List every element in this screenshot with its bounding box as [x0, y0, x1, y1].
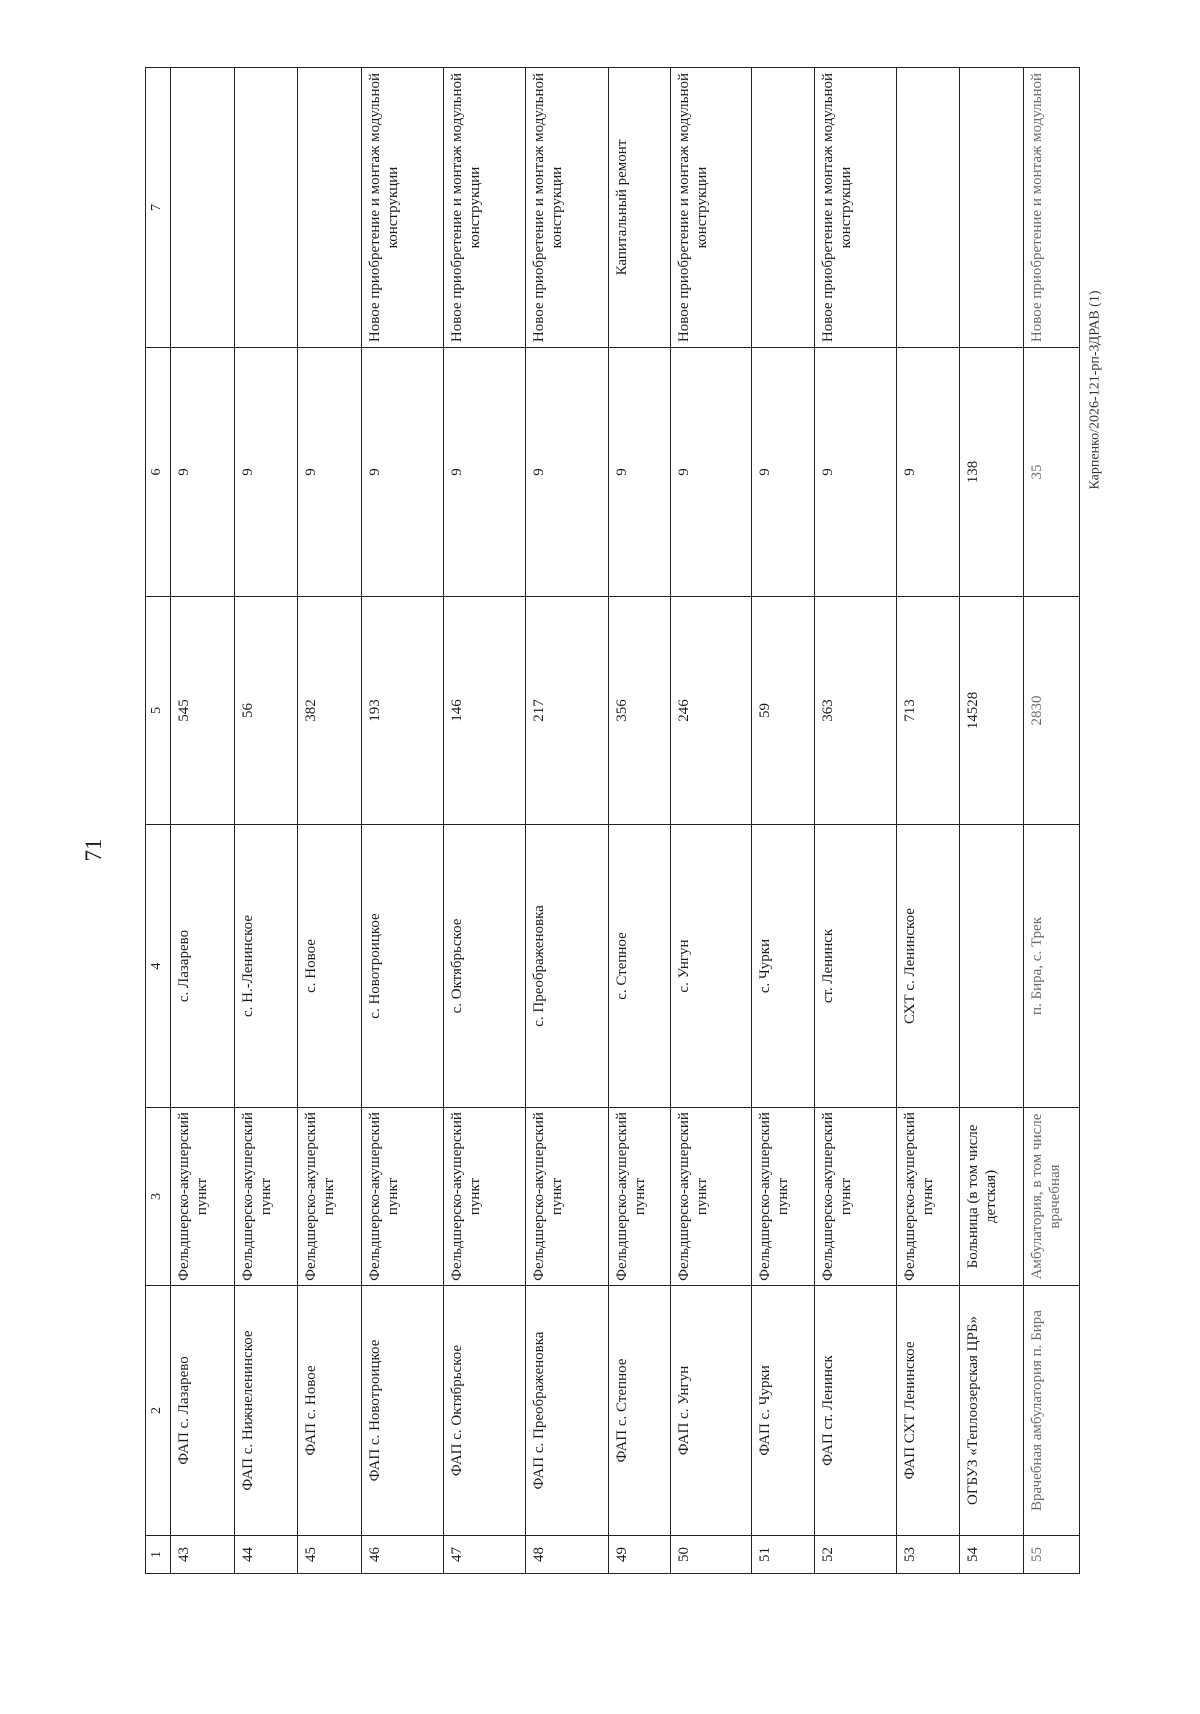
facility-type: Фельдшерско-акушерский пункт	[298, 1108, 361, 1286]
row-number: 51	[752, 1536, 815, 1574]
table-row	[171, 68, 235, 1574]
planned-action: Новое приобретение и монтаж модульной конструкции	[444, 68, 526, 348]
population: 382	[298, 597, 361, 825]
table-row	[670, 68, 752, 1574]
row-number: 49	[608, 1536, 670, 1574]
locality: с. Степное	[608, 825, 670, 1108]
rotated-table-container	[145, 68, 1080, 1574]
planned-action	[171, 68, 235, 348]
facility-name: ФАП с. Новое	[298, 1286, 361, 1536]
distance: 9	[298, 348, 361, 597]
distance: 9	[525, 348, 608, 597]
table-row	[608, 68, 670, 1574]
locality: СХТ с. Ленинское	[897, 825, 960, 1108]
row-number: 44	[235, 1536, 298, 1574]
distance: 9	[897, 348, 960, 597]
facility-type: Фельдшерско-акушерский пункт	[525, 1108, 608, 1286]
planned-action: Новое приобретение и монтаж модульной	[1024, 68, 1080, 348]
locality: с. Октябрьское	[444, 825, 526, 1108]
population: 713	[897, 597, 960, 825]
distance: 9	[670, 348, 752, 597]
population: 59	[752, 597, 815, 825]
planned-action: Капитальный ремонт	[608, 68, 670, 348]
facility-name: Врачебная амбулатория п. Бира	[1024, 1286, 1080, 1536]
population: 545	[171, 597, 235, 825]
distance: 9	[361, 348, 444, 597]
table-row	[815, 68, 897, 1574]
facility-name: ФАП с. Новотроицкое	[361, 1286, 444, 1536]
locality: с. Преображеновка	[525, 825, 608, 1108]
row-number: 45	[298, 1536, 361, 1574]
distance: 9	[444, 348, 526, 597]
planned-action: Новое приобретение и монтаж модульной конструкции	[815, 68, 897, 348]
row-number: 43	[171, 1536, 235, 1574]
planned-action: Новое приобретение и монтаж модульной конструкции	[670, 68, 752, 348]
facility-name: ФАП с. Нижнеленинское	[235, 1286, 298, 1536]
facilities-table	[145, 67, 1080, 1574]
table-row	[444, 68, 526, 1574]
facility-name: ФАП с. Лазарево	[171, 1286, 235, 1536]
planned-action	[897, 68, 960, 348]
planned-action	[298, 68, 361, 348]
facility-type: Фельдшерско-акушерский пункт	[815, 1108, 897, 1286]
facility-type: Фельдшерско-акушерский пункт	[608, 1108, 670, 1286]
facility-name: ФАП с. Чурки	[752, 1286, 815, 1536]
table-row	[897, 68, 960, 1574]
row-number: 52	[815, 1536, 897, 1574]
facility-type: Фельдшерско-акушерский пункт	[752, 1108, 815, 1286]
footer-code-text: Карпенко/2026-121-рп-ЗДРАВ (1)	[1087, 290, 1103, 490]
population: 363	[815, 597, 897, 825]
facility-name: ФАП с. Преображеновка	[525, 1286, 608, 1536]
population: 217	[525, 597, 608, 825]
page-number: 71	[81, 838, 106, 862]
row-number: 46	[361, 1536, 444, 1574]
header-cell: 7	[146, 68, 171, 348]
locality: с. Унгун	[670, 825, 752, 1108]
facility-name: ОГБУЗ «Теплоозерская ЦРБ»	[960, 1286, 1024, 1536]
table-row	[752, 68, 815, 1574]
header-cell: 4	[146, 825, 171, 1108]
facility-name: ФАП СХТ Ленинское	[897, 1286, 960, 1536]
planned-action	[960, 68, 1024, 348]
facility-name: ФАП с. Степное	[608, 1286, 670, 1536]
table-row	[235, 68, 298, 1574]
row-number: 55	[1024, 1536, 1080, 1574]
locality: с. Новотроицкое	[361, 825, 444, 1108]
locality: с. Новое	[298, 825, 361, 1108]
footer-code	[1080, 85, 1110, 695]
row-number: 54	[960, 1536, 1024, 1574]
distance: 9	[171, 348, 235, 597]
planned-action	[235, 68, 298, 348]
facility-name: ФАП с. Октябрьское	[444, 1286, 526, 1536]
table-row	[361, 68, 444, 1574]
population: 2830	[1024, 597, 1080, 825]
header-cell: 2	[146, 1286, 171, 1536]
facility-name: ФАП ст. Ленинск	[815, 1286, 897, 1536]
facility-name: ФАП с. Унгун	[670, 1286, 752, 1536]
planned-action: Новое приобретение и монтаж модульной конструкции	[525, 68, 608, 348]
facility-type: Фельдшерско-акушерский пункт	[897, 1108, 960, 1286]
distance: 138	[960, 348, 1024, 597]
planned-action	[752, 68, 815, 348]
row-number: 47	[444, 1536, 526, 1574]
population: 246	[670, 597, 752, 825]
facility-type: Фельдшерско-акушерский пункт	[171, 1108, 235, 1286]
locality: ст. Ленинск	[815, 825, 897, 1108]
population: 14528	[960, 597, 1024, 825]
facility-type: Фельдшерско-акушерский пункт	[235, 1108, 298, 1286]
facility-type: Больница (в том числе детская)	[960, 1108, 1024, 1286]
locality: с. Чурки	[752, 825, 815, 1108]
row-number: 50	[670, 1536, 752, 1574]
distance: 9	[235, 348, 298, 597]
row-number: 48	[525, 1536, 608, 1574]
population: 356	[608, 597, 670, 825]
header-cell: 3	[146, 1108, 171, 1286]
facility-type: Амбулатория, в том числе врачебная	[1024, 1108, 1080, 1286]
table-row	[525, 68, 608, 1574]
locality	[960, 825, 1024, 1108]
distance: 9	[608, 348, 670, 597]
locality: с. Н.-Ленинское	[235, 825, 298, 1108]
population: 56	[235, 597, 298, 825]
distance: 35	[1024, 348, 1080, 597]
header-cell: 6	[146, 348, 171, 597]
facility-type: Фельдшерско-акушерский пункт	[670, 1108, 752, 1286]
population: 146	[444, 597, 526, 825]
distance: 9	[815, 348, 897, 597]
facility-type: Фельдшерско-акушерский пункт	[361, 1108, 444, 1286]
distance: 9	[752, 348, 815, 597]
population: 193	[361, 597, 444, 825]
table-row	[960, 68, 1024, 1574]
header-row	[146, 68, 171, 1574]
header-cell: 1	[146, 1536, 171, 1574]
facility-type: Фельдшерско-акушерский пункт	[444, 1108, 526, 1286]
planned-action: Новое приобретение и монтаж модульной конструкции	[361, 68, 444, 348]
header-cell: 5	[146, 597, 171, 825]
locality: п. Бира, с. Трек	[1024, 825, 1080, 1108]
table-row	[298, 68, 361, 1574]
table-row	[1024, 68, 1080, 1574]
locality: с. Лазарево	[171, 825, 235, 1108]
row-number: 53	[897, 1536, 960, 1574]
